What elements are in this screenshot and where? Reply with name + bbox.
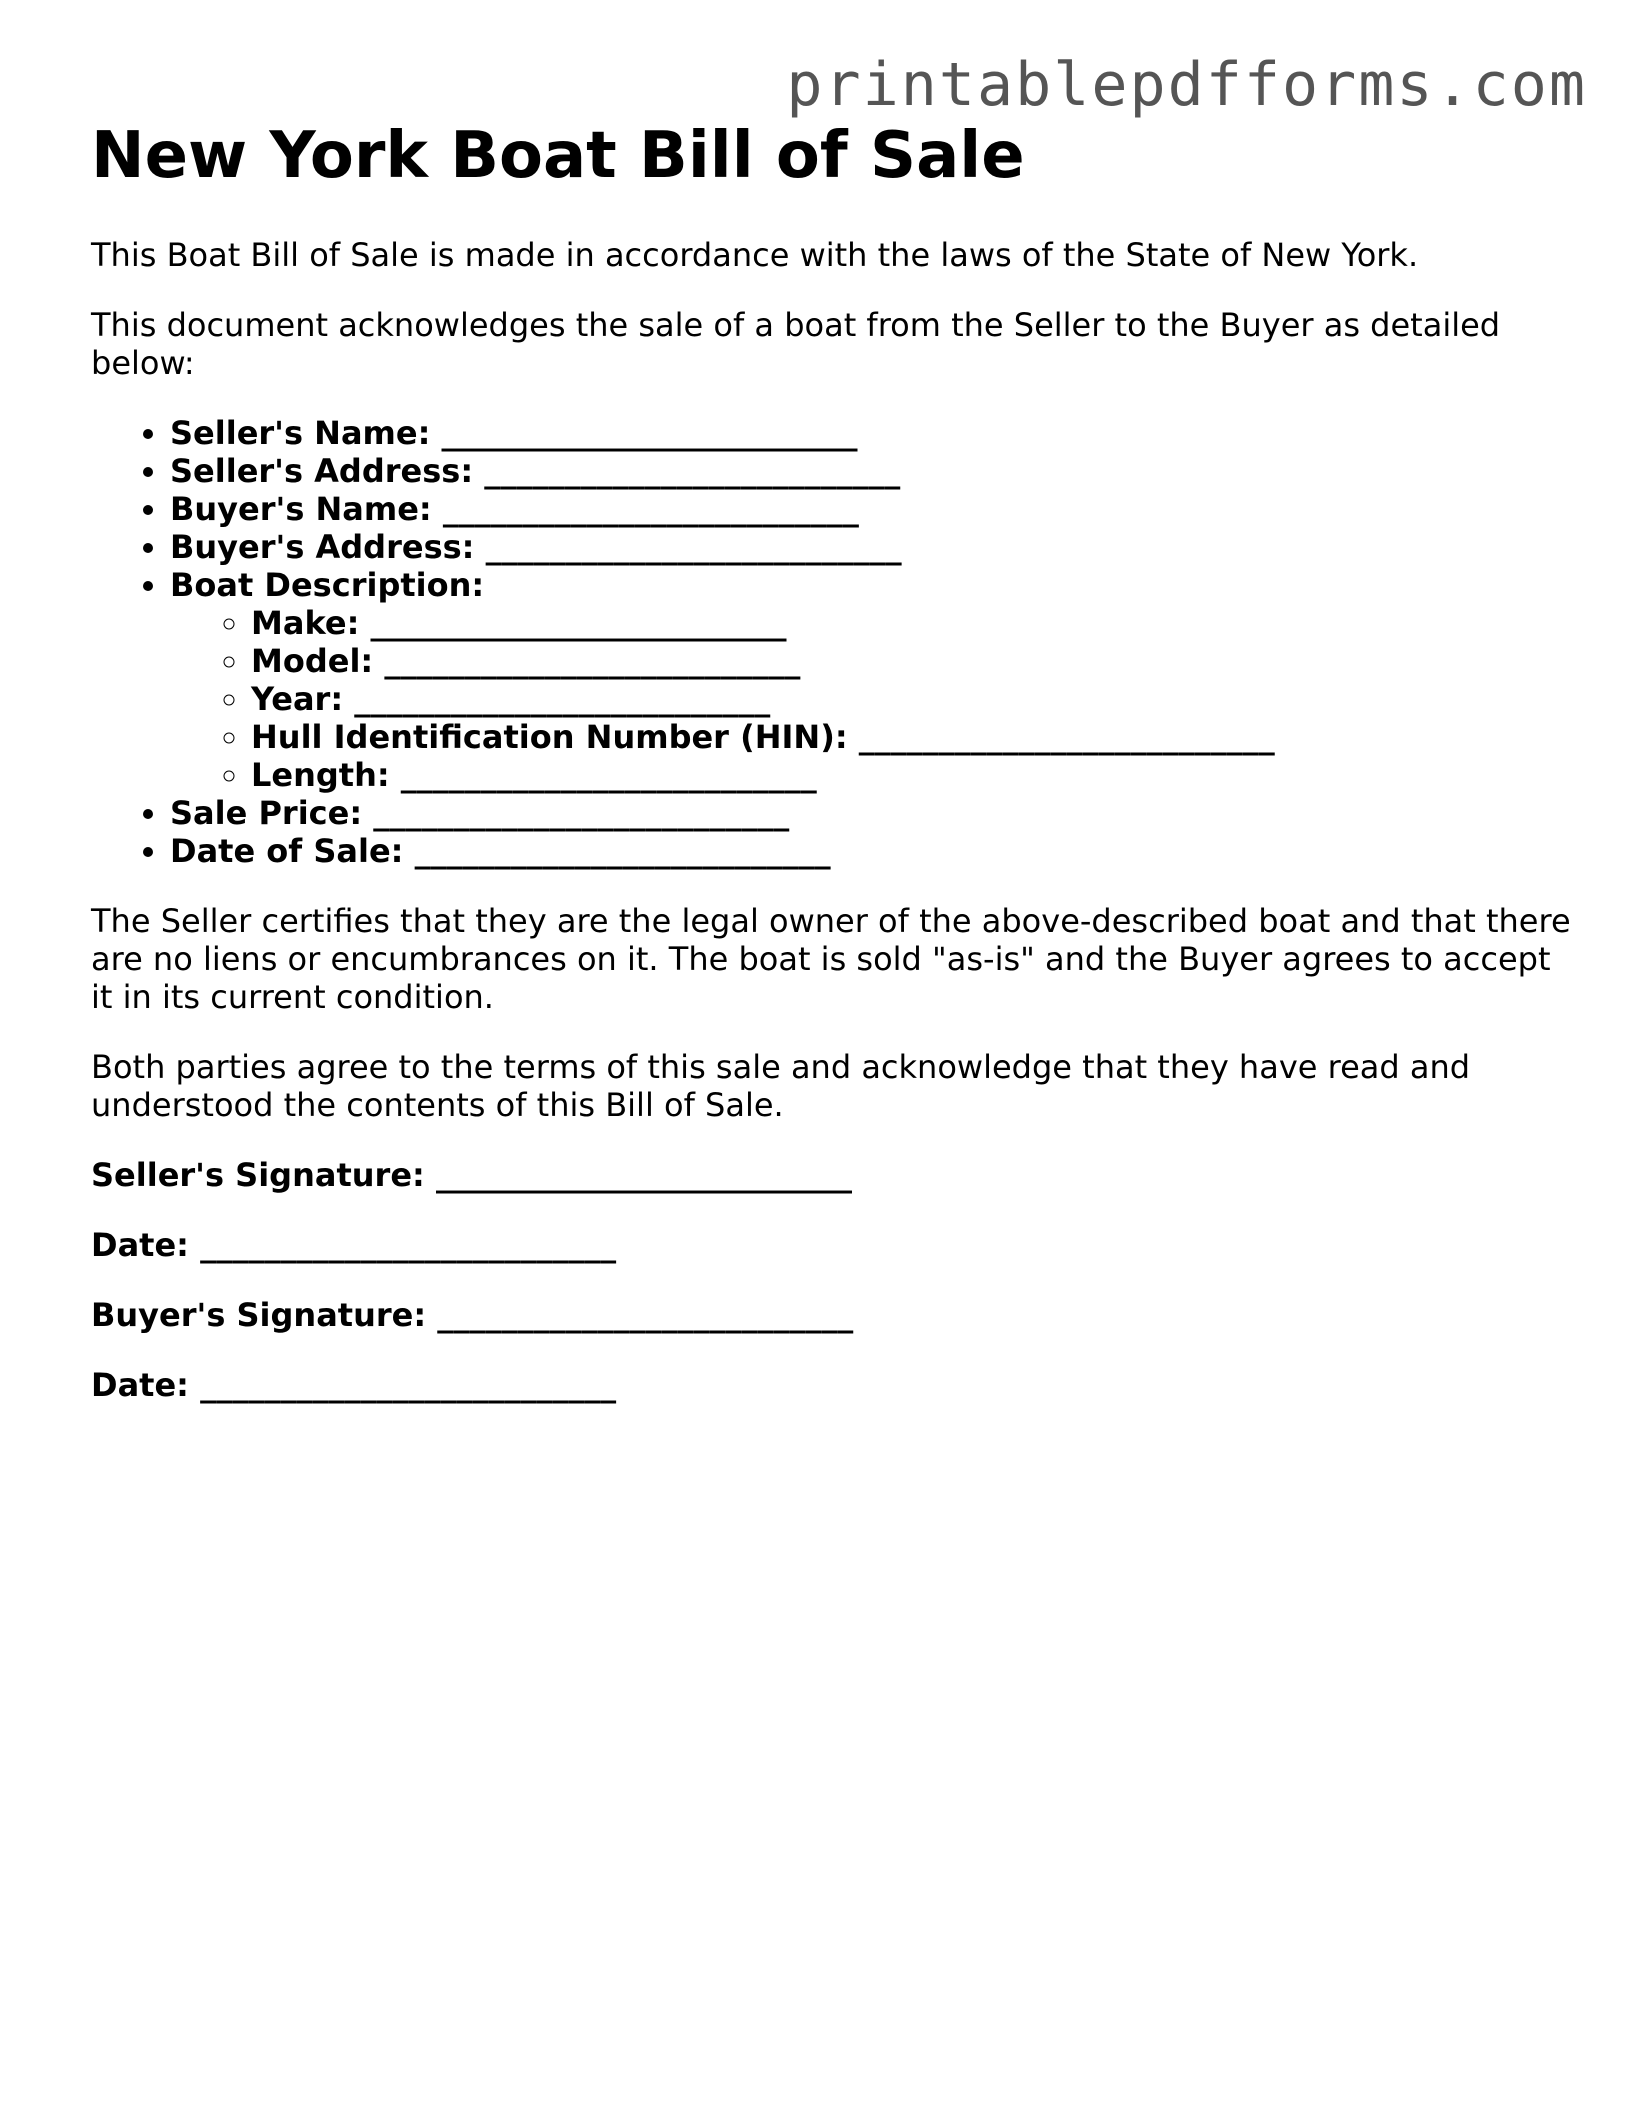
- buyer-name-blank[interactable]: __________________________: [442, 490, 859, 528]
- watermark: printablepdfforms.com: [786, 50, 1587, 120]
- buyer-name-label: Buyer's Name:: [170, 490, 432, 528]
- buyer-date-line: [91, 1366, 1571, 1404]
- seller-name-label: Seller's Name:: [170, 414, 431, 452]
- buyer-address-label: Buyer's Address:: [170, 528, 475, 566]
- list-item-boat-description: [170, 566, 1571, 794]
- list-item-year: [251, 680, 1571, 718]
- list-item-model: [251, 642, 1571, 680]
- seller-signature-line: [91, 1156, 1571, 1194]
- year-label: Year:: [251, 680, 344, 718]
- buyer-signature-label: Buyer's Signature:: [91, 1296, 427, 1334]
- list-item-seller-address: [170, 452, 1571, 490]
- model-label: Model:: [251, 642, 374, 680]
- buyer-signature-blank[interactable]: __________________________: [437, 1296, 854, 1334]
- list-item-buyer-name: [170, 490, 1571, 528]
- boat-description-list: [170, 604, 1571, 794]
- model-blank[interactable]: __________________________: [384, 642, 801, 680]
- year-blank[interactable]: __________________________: [354, 680, 771, 718]
- make-label: Make:: [251, 604, 360, 642]
- hin-label: Hull Identification Number (HIN):: [251, 718, 848, 756]
- sale-details-list: [91, 414, 1571, 870]
- document-page: [91, 118, 1571, 1404]
- length-blank[interactable]: __________________________: [400, 756, 817, 794]
- seller-name-blank[interactable]: __________________________: [441, 414, 858, 452]
- seller-date-line: [91, 1226, 1571, 1264]
- list-item-seller-name: [170, 414, 1571, 452]
- buyer-signature-line: [91, 1296, 1571, 1334]
- date-of-sale-label: Date of Sale:: [170, 832, 404, 870]
- buyer-date-label: Date:: [91, 1366, 189, 1404]
- seller-address-blank[interactable]: __________________________: [484, 452, 901, 490]
- make-blank[interactable]: __________________________: [370, 604, 787, 642]
- buyer-date-blank[interactable]: __________________________: [200, 1366, 617, 1404]
- seller-signature-label: Seller's Signature:: [91, 1156, 425, 1194]
- list-item-make: [251, 604, 1571, 642]
- seller-date-label: Date:: [91, 1226, 189, 1264]
- seller-date-blank[interactable]: __________________________: [200, 1226, 617, 1264]
- hin-blank[interactable]: __________________________: [858, 718, 1275, 756]
- seller-signature-blank[interactable]: __________________________: [435, 1156, 852, 1194]
- buyer-address-blank[interactable]: __________________________: [485, 528, 902, 566]
- intro-paragraph: This Boat Bill of Sale is made in accordance with the laws of the State of New York.: [91, 236, 1419, 274]
- sale-price-blank[interactable]: __________________________: [373, 794, 790, 832]
- list-item-date-of-sale: [170, 832, 1571, 870]
- document-title: New York Boat Bill of Sale: [91, 119, 1025, 193]
- intro-paragraph: This document acknowledges the sale of a boat from the Seller to the Buyer as detailed below:: [91, 306, 1501, 382]
- list-item-sale-price: [170, 794, 1571, 832]
- seller-address-label: Seller's Address:: [170, 452, 474, 490]
- sale-price-label: Sale Price:: [170, 794, 363, 832]
- date-of-sale-blank[interactable]: __________________________: [414, 832, 831, 870]
- list-item-hin: [251, 718, 1571, 756]
- agreement-paragraph: Both parties agree to the terms of this sale and acknowledge that they have read and understood the contents of this Bill of Sale.: [91, 1048, 1471, 1124]
- length-label: Length:: [251, 756, 390, 794]
- boat-description-label: Boat Description:: [170, 566, 485, 604]
- list-item-buyer-address: [170, 528, 1571, 566]
- certification-paragraph: The Seller certifies that they are the legal owner of the above-described boat and that there are no liens or encumbrances on it. The boat is sold "as-is" and the Buyer agrees to accept it in its current condition.: [91, 902, 1571, 1016]
- list-item-length: [251, 756, 1571, 794]
